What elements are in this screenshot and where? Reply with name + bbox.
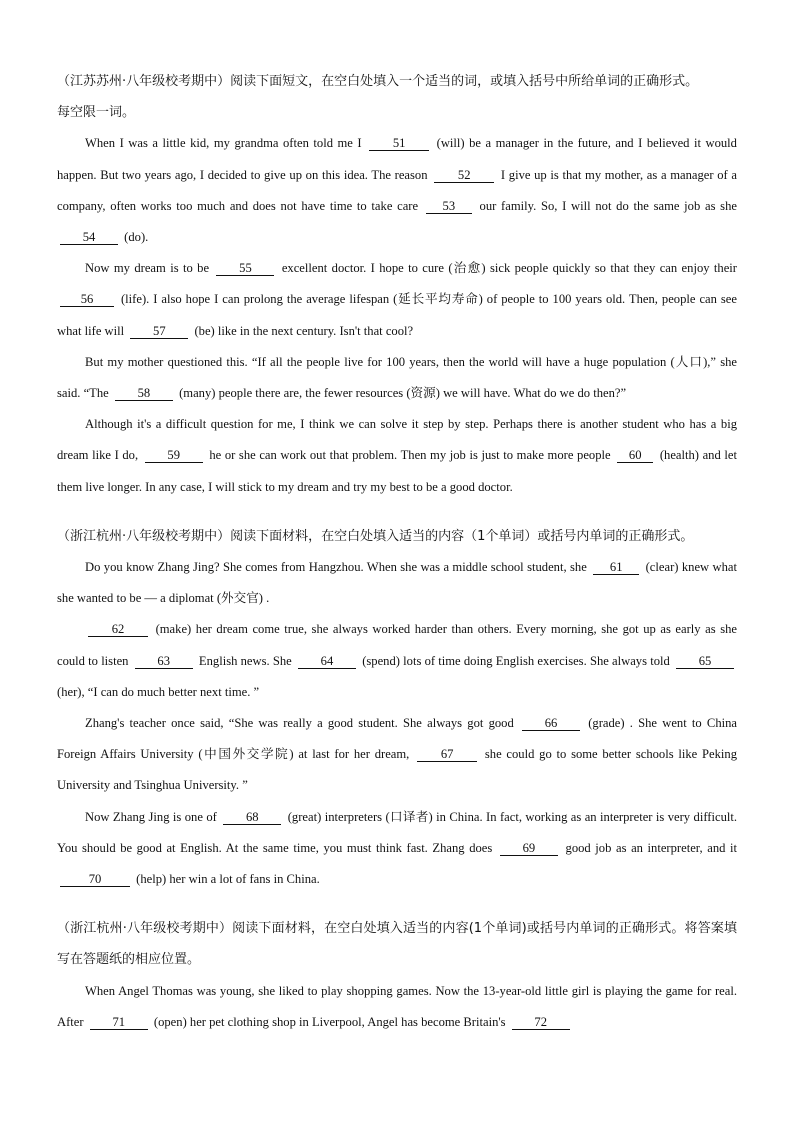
answer-blank[interactable]: 65 <box>676 654 734 669</box>
passage-text: Do you know Zhang Jing? She comes from Hangzhou. When she was a middle school student, she <box>85 560 587 575</box>
answer-blank[interactable]: 70 <box>60 872 130 887</box>
passage-text: (health) and let them live longer. In any case, I will stick to my dream and try my best to be a good doctor. <box>57 448 737 494</box>
passage-paragraph <box>57 253 737 347</box>
heading-line: （浙江杭州·八年级校考期中）阅读下面材料，在空白处填入适当的内容(1个单词)或括号内单词的正确形式。将答案填写在答题纸的相应位置。 <box>57 921 737 968</box>
answer-blank[interactable]: 63 <box>135 654 193 669</box>
section-heading <box>57 521 737 552</box>
passage-text: (be) like in the next century. Isn't that cool? <box>194 323 414 338</box>
answer-blank[interactable]: 57 <box>130 324 188 339</box>
passage-text: (life). I also hope I can prolong the average lifespan (延长平均寿命) of people to 100 years old. Then, people can see what life will <box>57 292 737 338</box>
passage-text: (help) her win a lot of fans in China. <box>136 872 320 887</box>
heading-line: （江苏苏州·八年级校考期中）阅读下面短文，在空白处填入一个适当的词，或填入括号中所给单词的正确形式。 <box>57 74 699 89</box>
passage-text: I give up is that my mother, as a manager of a company, often works too much and does not have time to take care <box>57 167 738 213</box>
passage-text: (many) people there are, the fewer resources (资源) we will have. What do we do then?” <box>179 386 627 401</box>
answer-blank[interactable]: 71 <box>90 1015 148 1030</box>
passage-paragraph <box>57 802 737 896</box>
passage-text: (spend) lots of time doing English exercises. She always told <box>362 653 670 668</box>
passage-text: Now Zhang Jing is one of <box>85 809 217 824</box>
passage-paragraph <box>57 409 737 503</box>
passage-text: When Angel Thomas was young, she liked to play shopping games. Now the 13-year-old little girl is playing the game for real. After <box>57 983 737 1029</box>
answer-blank[interactable]: 56 <box>60 292 114 307</box>
passage-text: Now my dream is to be <box>85 261 210 276</box>
answer-blank[interactable]: 59 <box>145 448 203 463</box>
document-page <box>57 66 737 1038</box>
answer-blank[interactable]: 62 <box>88 622 148 637</box>
passage-text: excellent doctor. I hope to cure (治愈) sick people quickly so that they can enjoy their <box>281 261 737 276</box>
answer-blank[interactable]: 53 <box>426 199 472 214</box>
passage-text: English news. She <box>198 653 292 668</box>
passage-text: (do). <box>124 230 149 245</box>
passage-text: our family. So, I will not do the same job as she <box>479 198 737 213</box>
answer-blank[interactable]: 68 <box>223 810 281 825</box>
passage-text: (her), “I can do much better next time. ” <box>57 684 260 699</box>
answer-blank[interactable]: 72 <box>512 1015 570 1030</box>
passage-text: (grade) . She went to China Foreign Affairs University (中国外交学院) at last for her dream, <box>57 716 738 762</box>
passage-text: (make) her dream come true, she always worked harder than others. Every morning, she got up as early as she could to listen <box>57 622 737 668</box>
passage-text: (clear) knew what she wanted to be — a diplomat (外交官) . <box>57 560 738 606</box>
passage-paragraph <box>57 347 737 409</box>
section-gap <box>57 895 737 913</box>
passage-text: (will) be a manager in the future, and I believed it would happen. But two years ago, I decided to give up on this idea. The reason <box>57 136 737 182</box>
passage-paragraph <box>57 552 737 614</box>
section-heading <box>57 913 737 975</box>
passage-text: (open) her pet clothing shop in Liverpool, Angel has become Britain's <box>153 1014 506 1029</box>
heading-line: （浙江杭州·八年级校考期中）阅读下面材料，在空白处填入适当的内容（1个单词）或括号内单词的正确形式。 <box>57 528 694 544</box>
answer-blank[interactable]: 64 <box>298 654 356 669</box>
passage-text: good job as an interpreter, and it <box>565 840 738 855</box>
section-heading <box>57 66 737 128</box>
answer-blank[interactable]: 66 <box>522 716 580 731</box>
passage-text: she could go to some better schools like Peking University and Tsinghua University. ” <box>57 747 737 793</box>
answer-blank[interactable]: 54 <box>60 230 118 245</box>
heading-line: 每空限一词。 <box>57 105 136 121</box>
section-gap <box>57 503 737 521</box>
passage-text: Zhang's teacher once said, “She was really a good student. She always got good <box>85 716 514 731</box>
passage-paragraph <box>57 708 737 802</box>
passage-text: he or she can work out that problem. Then my job is just to make more people <box>209 448 611 463</box>
answer-blank[interactable]: 61 <box>593 560 639 575</box>
answer-blank[interactable]: 51 <box>369 136 429 151</box>
passage-text: Although it's a difficult question for me, I think we can solve it step by step. Perhaps there is another student who has a big dream like I do, <box>57 417 737 463</box>
answer-blank[interactable]: 58 <box>115 386 173 401</box>
answer-blank[interactable]: 69 <box>500 841 558 856</box>
passage-paragraph <box>57 614 737 708</box>
passage-text: (great) interpreters (口译者) in China. In fact, working as an interpreter is very difficult. You should be good at English. At the same time, you must think fast. Zhang does <box>57 809 738 855</box>
answer-blank[interactable]: 67 <box>417 747 477 762</box>
passage-paragraph <box>57 976 737 1038</box>
passage-text: But my mother questioned this. “If all the people live for 100 years, then the world will have a huge population (人口),” she said. “The <box>57 354 737 401</box>
answer-blank[interactable]: 52 <box>434 168 494 183</box>
answer-blank[interactable]: 60 <box>617 448 653 463</box>
passage-text: When I was a little kid, my grandma often told me I <box>85 136 362 151</box>
passage-paragraph <box>57 128 737 253</box>
answer-blank[interactable]: 55 <box>216 261 274 276</box>
